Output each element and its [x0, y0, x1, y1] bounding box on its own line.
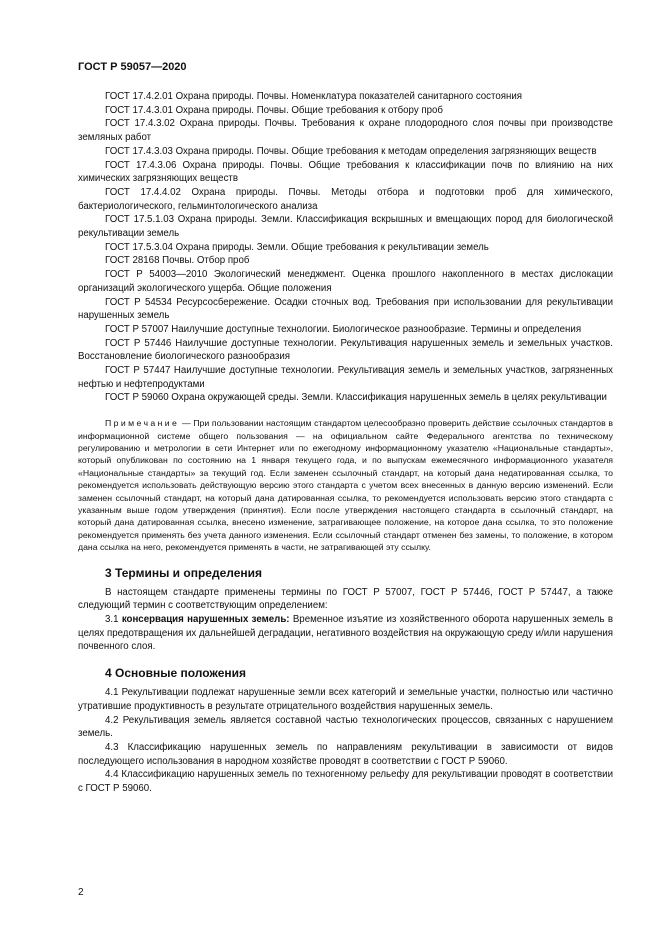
term-name: консервация нарушенных земель: [121, 614, 290, 626]
reference-item: ГОСТ 17.5.3.04 Охрана природы. Земли. Общие требования к рекультивации земель [105, 241, 489, 253]
reference-item: ГОСТ 17.4.3.03 Охрана природы. Почвы. Общие требования к методам определения загрязняющих веществ [105, 145, 597, 157]
note-text: — При пользовании настоящим стандартом целесообразно проверить действие ссылочных стандартов в информационной системе общего пользования — на официальном сайте Федерального агентства по техническому регулированию и метрологии в сети Интернет или по ежегодному информационному указателю «Национальные стандарты», который опубликован по состоянию на 1 января текущего года, и по выпускам ежемесячного информационного указателя «Национальные стандарты» за текущий год. Если заменен ссылочный стандарт, на который дана недатированная ссылка, то рекомендуется использовать действующую версию этого стандарта с учетом всех внесенных в данную версию изменений. Если заменен ссылочный стандарт, на который дана датированная ссылка, то рекомендуется использовать версию этого стандарта с указанным выше годом утверждения (принятия). Если после утверждения настоящего стандарта в ссылочный стандарт, на который дана датированная ссылка, внесено изменение, затрагивающее положение, на которое дана ссылка, то это положение рекомендуется применять без учета данного изменения. Если ссылочный стандарт отменен без замены, то положение, в котором дана ссылка на него, рекомендуется применять в части, не затрагивающей эту ссылку. [78, 418, 613, 553]
reference-item: ГОСТ Р 57447 Наилучшие доступные технологии. Рекультивация земель и земельных участков, загрязненных нефтью и нефтепродуктами [78, 365, 613, 390]
term-definition-text: Временное изъятие из хозяйственного оборота нарушенных земель в целях предотвращения их дальнейшей деградации, негативного воздействия на окружающую среду и/или нарушения почвенного слоя. [78, 614, 613, 653]
reference-item: ГОСТ 28168 Почвы. Отбор проб [105, 255, 250, 267]
section-4-heading: 4 Основные положения [105, 666, 247, 681]
document-body [78, 90, 613, 796]
reference-item: ГОСТ Р 54534 Ресурсосбережение. Осадки сточных вод. Требования при использовании для рекультивации нарушенных земель [78, 296, 613, 322]
term-definition [78, 613, 613, 654]
note-label: Примечание [105, 418, 180, 429]
page-number: 2 [78, 887, 84, 898]
reference-item: ГОСТ Р 59060 Охрана окружающей среды. Земли. Классификация нарушенных земель в целях рекультивации [105, 392, 607, 404]
document-code-header: ГОСТ Р 59057—2020 [78, 61, 187, 73]
note-paragraph [78, 417, 613, 553]
reference-item: ГОСТ 17.5.1.03 Охрана природы. Земли. Классификация вскрышных и вмещающих пород для биологической рекультивации земель [78, 214, 613, 240]
reference-item: ГОСТ Р 54003—2010 Экологический менеджмент. Оценка прошлого накопленного в местах дислокации организаций экологического ущерба. Общие положения [78, 269, 613, 294]
reference-item: ГОСТ 17.4.4.02 Охрана природы. Почвы. Методы отбора и подготовки проб для химического, бактериологического, гельминтологического анализа [78, 186, 613, 212]
section-3-heading: 3 Термины и определения [105, 565, 263, 580]
clause-4-3: 4.3 Классификацию нарушенных земель по направлениям рекультивации в зависимости от видов последующего использования в народном хозяйстве проводят в соответствии с ГОСТ Р 59060. [78, 741, 613, 767]
clause-4-4: 4.4 Классификацию нарушенных земель по техногенному рельефу для рекультивации проводят в соответствии с ГОСТ Р 59060. [78, 769, 613, 795]
term-number: 3.1 [105, 614, 122, 626]
section-3-intro: В настоящем стандарте применены термины по ГОСТ Р 57007, ГОСТ Р 57446, ГОСТ Р 57447, а также следующий термин с соответствующим определением: [78, 586, 613, 612]
clause-4-2: 4.2 Рекультивация земель является составной частью технологических процессов, связанных с нарушением земель. [78, 714, 613, 740]
reference-item: ГОСТ Р 57007 Наилучшие доступные технологии. Биологическое разнообразие. Термины и определения [105, 323, 582, 335]
reference-item: ГОСТ 17.4.3.01 Охрана природы. Почвы. Общие требования к отбору проб [105, 104, 443, 116]
clause-4-1: 4.1 Рекультивации подлежат нарушенные земли всех категорий и земельные участки, полностью или частично утратившие продуктивность в результате отрицательного воздействия нарушенных земель. [78, 687, 613, 712]
normative-references-list [78, 90, 613, 405]
reference-item: ГОСТ 17.4.2.01 Охрана природы. Почвы. Номенклатура показателей санитарного состояния [105, 91, 522, 102]
reference-item: ГОСТ 17.4.3.02 Охрана природы. Почвы. Требования к охране плодородного слоя почвы при производстве земляных работ [78, 118, 613, 144]
reference-item: ГОСТ Р 57446 Наилучшие доступные технологии. Рекультивация нарушенных земель и земельных участков. Восстановление биологического разнообразия [78, 337, 613, 363]
reference-item: ГОСТ 17.4.3.06 Охрана природы. Почвы. Общие требования к классификации почв по влиянию на них химических загрязняющих веществ [78, 159, 613, 185]
